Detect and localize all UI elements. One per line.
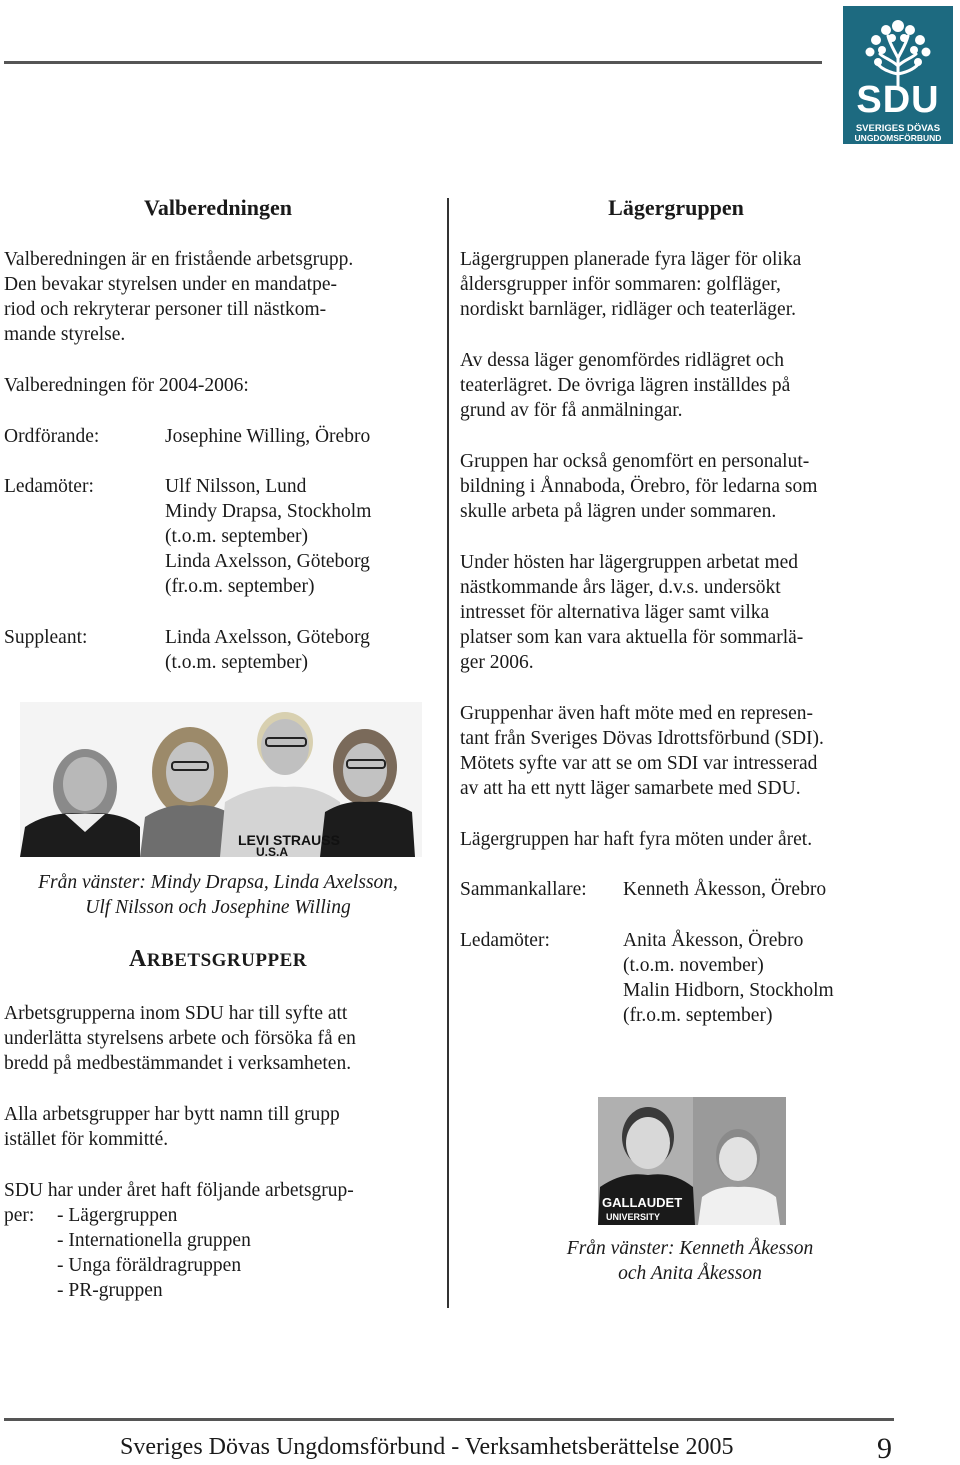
caption-line: Från vänster: Kenneth Åkesson [566, 1238, 814, 1259]
group-item: - Lägergruppen [57, 1205, 178, 1226]
text-line: intresset för alternativa läger samt vilka [460, 602, 770, 623]
heading-rest: RBETSGRUPPER [146, 950, 307, 971]
chair-value: Josephine Willing, Örebro [165, 426, 371, 447]
tree-icon [858, 16, 938, 88]
group-list [57, 1203, 251, 1303]
text-line: Den bevakar styrelsen under en mandatpe- [4, 274, 337, 295]
member-line: Malin Hidborn, Stockholm [623, 980, 834, 1001]
valberedningen-intro [4, 247, 434, 347]
footer-text: Sveriges Dövas Ungdomsförbund - Verksamhetsberättelse 2005 [120, 1434, 734, 1460]
text-line: bildning i Ånnaboda, Örebro, för ledarna som [460, 476, 818, 497]
text-line: riod och rekryterar personer till nästkom- [4, 299, 327, 320]
photo-illustration [598, 1097, 786, 1225]
text-line: istället för kommitté. [4, 1129, 169, 1150]
text-line: mande styrelse. [4, 324, 126, 345]
text-line: nordiskt barnläger, ridläger och teaterläger. [460, 299, 796, 320]
text-line: platser som kan vara aktuella för sommarlä- [460, 627, 804, 648]
text-line: Av dessa läger genomfördes ridlägret och [460, 350, 784, 371]
deputy-list [165, 625, 370, 675]
shirt-print-text-2: U.S.A [256, 845, 289, 857]
lagergruppen-para-2 [460, 348, 900, 423]
text-line: Gruppenhar även haft möte med en represen- [460, 703, 814, 724]
members-list [165, 474, 371, 599]
arbetsgrupper-para-3: SDU har under året haft följande arbetsgrup- [4, 1180, 354, 1201]
column-divider [447, 198, 449, 1308]
lager-members-label: Ledamöter: [460, 930, 550, 951]
convener-label: Sammankallare: [460, 879, 587, 900]
caption-line: Ulf Nilsson och Josephine Willing [85, 897, 351, 918]
shirt-print-text-2: UNIVERSITY [606, 1212, 661, 1222]
shirt-print-text: LEVI STRAUSS [238, 832, 340, 848]
photo-lagergruppen [598, 1097, 786, 1225]
lagergruppen-para-1 [460, 247, 900, 322]
valberedningen-period: Valberedningen för 2004-2006: [4, 375, 249, 396]
heading-initial: A [129, 946, 147, 972]
convener-value: Kenneth Åkesson, Örebro [623, 879, 827, 900]
photo-illustration [20, 702, 422, 857]
text-line: teaterlägret. De övriga lägren inställdes på [460, 375, 791, 396]
member-line: (t.o.m. september) [165, 526, 308, 547]
text-line: Alla arbetsgrupper har bytt namn till grupp [4, 1104, 340, 1125]
logo-line-2: UNGDOMSFÖRBUND [854, 133, 942, 143]
text-line: grund av för få anmälningar. [460, 400, 683, 421]
lagergruppen-heading: Lägergruppen [608, 195, 744, 220]
group-item: - PR-gruppen [57, 1280, 163, 1301]
text-line: skulle arbeta på lägren under sommaren. [460, 501, 777, 522]
valberedningen-heading: Valberedningen [144, 195, 292, 220]
logo-abbreviation: SDU [856, 79, 940, 121]
text-line: ger 2006. [460, 652, 534, 673]
text-line: Valberedningen är en fristående arbetsgrupp. [4, 249, 354, 270]
arbetsgrupper-para-2 [4, 1102, 434, 1152]
text-line: Lägergruppen planerade fyra läger för olika [460, 249, 802, 270]
photo1-caption [4, 870, 432, 920]
member-line: Ulf Nilsson, Lund [165, 476, 307, 497]
member-line: (fr.o.m. september) [165, 576, 315, 597]
group-item: - Unga föräldragruppen [57, 1255, 242, 1276]
lagergruppen-para-5 [460, 701, 900, 801]
text-line: underlätta styrelsens arbete och försöka få en [4, 1028, 356, 1049]
member-line: Linda Axelsson, Göteborg [165, 551, 370, 572]
shirt-print-text: GALLAUDET [602, 1195, 683, 1210]
lagergruppen-para-3 [460, 449, 900, 524]
logo-line-1: SVERIGES DÖVAS [855, 123, 941, 134]
members-label: Ledamöter: [4, 476, 94, 497]
text-line: Mötets syfte var att se om SDI var intresserad [460, 753, 818, 774]
arbetsgrupper-heading [4, 946, 432, 973]
text-line: Gruppen har också genomfört en personalut- [460, 451, 810, 472]
text-line: bredd på medbestämmandet i verksamheten. [4, 1053, 352, 1074]
member-line: (t.o.m. november) [623, 955, 764, 976]
text-line: nästkommande års läger, d.v.s. undersökt [460, 577, 781, 598]
photo2-caption [520, 1236, 860, 1286]
arbetsgrupper-para-3-prefix: per: [4, 1205, 35, 1226]
group-photo-valberedningen [20, 702, 422, 857]
member-line: Anita Åkesson, Örebro [623, 930, 804, 951]
page-number: 9 [877, 1432, 892, 1465]
text-line: Under hösten har lägergruppen arbetat med [460, 552, 799, 573]
bottom-rule [4, 1418, 894, 1421]
deputy-line: Linda Axelsson, Göteborg [165, 627, 370, 648]
text-line: tant från Sveriges Dövas Idrottsförbund (SDI). [460, 728, 824, 749]
text-line: åldersgrupper inför sommaren: golfläger, [460, 274, 781, 295]
deputy-line: (t.o.m. september) [165, 652, 308, 673]
top-rule [4, 61, 822, 64]
text-line: av att ha ett nytt läger samarbete med SDU. [460, 778, 801, 799]
member-line: Mindy Drapsa, Stockholm [165, 501, 372, 522]
lagergruppen-para-6: Lägergruppen har haft fyra möten under året. [460, 829, 813, 850]
member-line: (fr.o.m. september) [623, 1005, 773, 1026]
lagergruppen-para-4 [460, 550, 900, 675]
chair-label: Ordförande: [4, 426, 100, 447]
caption-line: och Anita Åkesson [618, 1263, 762, 1284]
text-line: Arbetsgrupperna inom SDU har till syfte att [4, 1003, 348, 1024]
sdu-logo [843, 6, 953, 144]
caption-line: Från vänster: Mindy Drapsa, Linda Axelsson, [38, 872, 398, 893]
group-item: - Internationella gruppen [57, 1230, 251, 1251]
arbetsgrupper-para-1 [4, 1001, 434, 1076]
deputy-label: Suppleant: [4, 627, 88, 648]
lager-members-list [623, 928, 834, 1028]
